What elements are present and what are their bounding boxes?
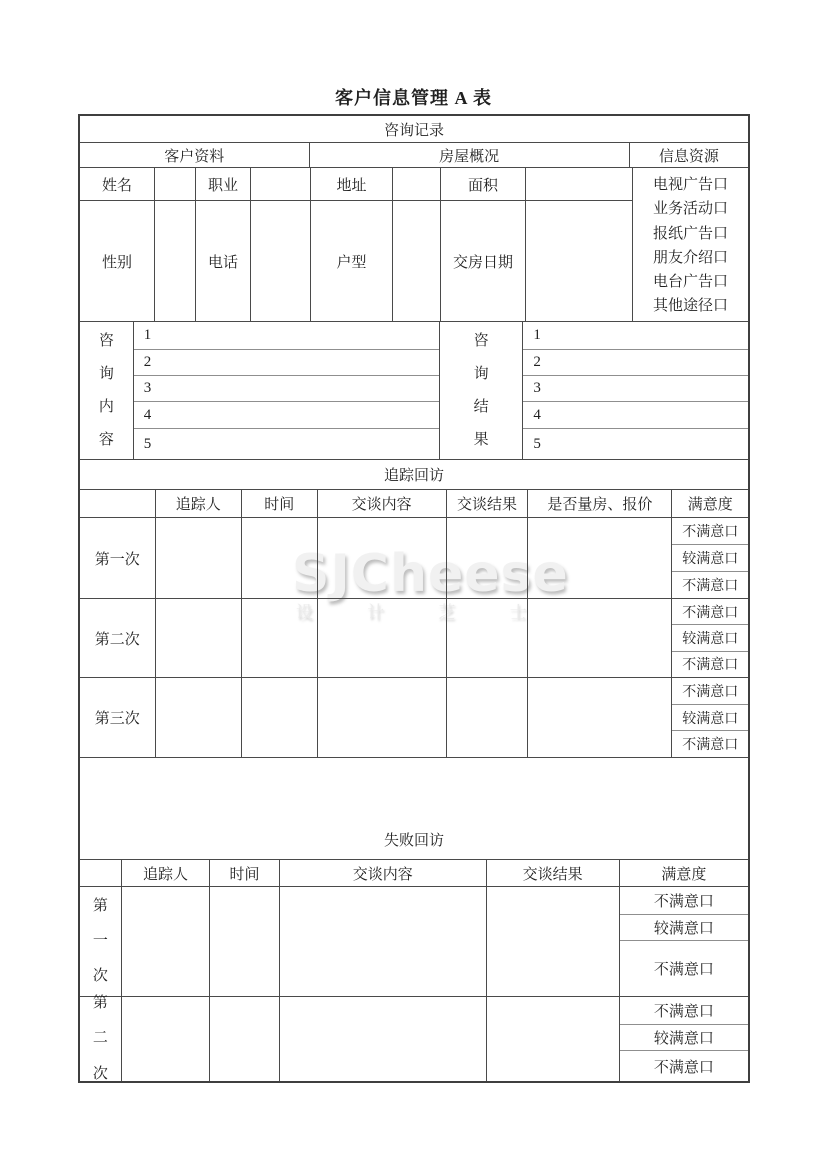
consult-result-row-5: 5 [523, 428, 748, 459]
input-cell-gender [154, 201, 195, 321]
field-label-gender: 性别 [101, 254, 132, 271]
consult-result-row-4: 4 [523, 401, 748, 428]
tracker-cell [121, 997, 209, 1081]
satisfaction-option-unsatisfied: 不满意口 [620, 940, 748, 996]
watermark-logo-text: SJCheese [292, 544, 569, 604]
field-label-area: 面积 [440, 168, 525, 200]
group-header-row [80, 142, 748, 167]
time-cell [241, 518, 317, 598]
customer-house-info-section [80, 167, 748, 321]
followup-banner-row [80, 459, 748, 489]
talk-content-cell [279, 887, 486, 996]
field-label-address: 地址 [310, 168, 392, 200]
followup-header-time: 时间 [241, 490, 317, 517]
field-label-occupation: 职业 [195, 168, 250, 200]
group-header-customer-data: 客户资料 [164, 148, 225, 165]
talk-result-cell [446, 599, 528, 677]
satisfaction-option-unsatisfied: 不满意口 [653, 894, 714, 910]
failed-header-talk-result: 交谈结果 [486, 860, 619, 886]
info-source-option-tv-ad: 电视广告口 [652, 177, 728, 193]
measure-quote-cell [527, 678, 671, 757]
followup-row-first [80, 517, 748, 598]
followup-header-measure-quote: 是否量房、报价 [527, 490, 671, 517]
field-label-delivery-date: 交房日期 [440, 201, 525, 321]
consult-result-row-3: 3 [523, 375, 748, 401]
failed-header-row [80, 859, 748, 886]
consult-content-row-4: 4 [134, 401, 439, 428]
info-source-list [632, 168, 748, 321]
talk-content-cell [279, 997, 486, 1081]
failed-row-label [80, 887, 121, 996]
info-source-option-radio-ad: 电台广告口 [652, 274, 728, 291]
input-cell-address [392, 168, 440, 200]
consult-content-rows [133, 322, 439, 459]
satisfaction-option-unsatisfied: 不满意口 [672, 651, 748, 677]
tracker-cell [155, 599, 241, 677]
followup-header-row [80, 489, 748, 517]
failed-header-time: 时间 [209, 860, 279, 886]
field-row-2 [80, 200, 632, 321]
consult-record-banner-row [80, 116, 748, 142]
info-source-option-friend-referral: 朋友介绍口 [652, 249, 728, 266]
followup-title: 追踪回访 [383, 468, 444, 484]
time-cell [209, 887, 279, 996]
followup-header-talk-result: 交谈结果 [446, 490, 528, 517]
followup-row-label: 第三次 [94, 711, 140, 727]
talk-result-cell [486, 887, 619, 996]
page-title: 客户信息管理 A 表 [334, 88, 492, 108]
watermark-subtitle: 设 计 芝 士 [296, 603, 527, 622]
time-cell [241, 599, 317, 677]
customer-info-form-table [78, 114, 750, 1083]
talk-result-cell [446, 678, 528, 757]
failed-row-second [80, 996, 748, 1081]
group-header-house-overview: 房屋概况 [309, 143, 629, 167]
consult-content-row-2: 2 [134, 349, 439, 375]
satisfaction-option-unsatisfied: 不满意口 [620, 1050, 748, 1081]
failed-header-satisfaction: 满意度 [619, 860, 748, 886]
failed-row-first [80, 886, 748, 996]
field-grid [80, 168, 632, 321]
followup-header-talk-content: 交谈内容 [317, 490, 446, 517]
satisfaction-options [671, 518, 748, 598]
satisfaction-option-fairly-satisfied: 较满意口 [672, 544, 748, 571]
field-label-phone: 电话 [195, 201, 250, 321]
consultation-section [80, 321, 748, 459]
satisfaction-option-fairly-satisfied: 较满意口 [620, 914, 748, 940]
followup-header-blank [80, 490, 155, 517]
measure-quote-cell [527, 599, 671, 677]
info-source-option-business-activity: 业务活动口 [652, 201, 728, 218]
field-label-name: 姓名 [101, 177, 132, 194]
info-source-option-newspaper-ad: 报纸广告口 [652, 225, 728, 242]
talk-result-cell [486, 997, 619, 1081]
satisfaction-options [671, 678, 748, 757]
satisfaction-option-fairly-satisfied: 较满意口 [672, 624, 748, 650]
satisfaction-option-unsatisfied: 不满意口 [682, 525, 739, 540]
failed-header-tracker: 追踪人 [121, 860, 209, 886]
input-cell-area [525, 168, 632, 200]
followup-row-label: 第二次 [94, 631, 140, 648]
consult-result-rows [522, 322, 748, 459]
followup-row-second [80, 598, 748, 677]
satisfaction-option-unsatisfied: 不满意口 [672, 730, 748, 757]
consult-result-label-text: 咨询结果 [473, 332, 489, 448]
input-cell-layout [392, 201, 440, 321]
consult-content-row-3: 3 [134, 375, 439, 401]
group-header-info-source: 信息资源 [629, 143, 748, 167]
followup-header-tracker: 追踪人 [155, 490, 241, 517]
consult-content-row-1: 1 [143, 327, 152, 343]
satisfaction-option-unsatisfied: 不满意口 [672, 571, 748, 598]
failed-row-label-text: 第二次 [92, 995, 108, 1082]
satisfaction-option-unsatisfied: 不满意口 [682, 684, 739, 700]
input-cell-name [154, 168, 195, 200]
failed-row-label [80, 997, 121, 1081]
followup-row-label: 第一次 [94, 551, 140, 568]
time-cell [209, 997, 279, 1081]
consult-result-label [439, 322, 523, 459]
satisfaction-options [619, 887, 748, 996]
consult-result-row-1: 1 [533, 327, 541, 343]
info-source-option-other: 其他途径口 [652, 298, 728, 315]
satisfaction-option-fairly-satisfied: 较满意口 [620, 1024, 748, 1050]
satisfaction-option-unsatisfied: 不满意口 [653, 1004, 714, 1020]
field-row-1 [80, 168, 632, 200]
failed-header-talk-content: 交谈内容 [279, 860, 486, 886]
consult-record-title: 咨询记录 [383, 122, 444, 139]
measure-quote-cell [527, 518, 671, 598]
satisfaction-options [619, 997, 748, 1081]
consult-content-label-text: 咨询内容 [98, 332, 114, 448]
time-cell [241, 678, 317, 757]
field-label-layout: 户型 [310, 201, 392, 321]
consult-content-row-5: 5 [134, 428, 439, 459]
input-cell-delivery-date [525, 201, 632, 321]
talk-content-cell [317, 599, 446, 677]
talk-content-cell [317, 678, 446, 757]
failed-visit-banner-row [80, 757, 748, 859]
satisfaction-options [671, 599, 748, 677]
failed-header-blank [80, 860, 121, 886]
tracker-cell [121, 887, 209, 996]
satisfaction-option-fairly-satisfied: 较满意口 [672, 704, 748, 731]
consult-result-row-2: 2 [523, 349, 748, 375]
input-cell-occupation [250, 168, 310, 200]
consult-content-label [80, 322, 133, 459]
satisfaction-option-unsatisfied: 不满意口 [682, 605, 739, 621]
followup-header-satisfaction: 满意度 [671, 490, 748, 517]
tracker-cell [155, 678, 241, 757]
talk-content-cell [317, 518, 446, 598]
failed-row-label-text: 第一次 [92, 897, 108, 985]
followup-row-third [80, 677, 748, 757]
tracker-cell [155, 518, 241, 598]
input-cell-phone [250, 201, 310, 321]
talk-result-cell [446, 518, 528, 598]
failed-visit-title: 失败回访 [383, 833, 444, 849]
